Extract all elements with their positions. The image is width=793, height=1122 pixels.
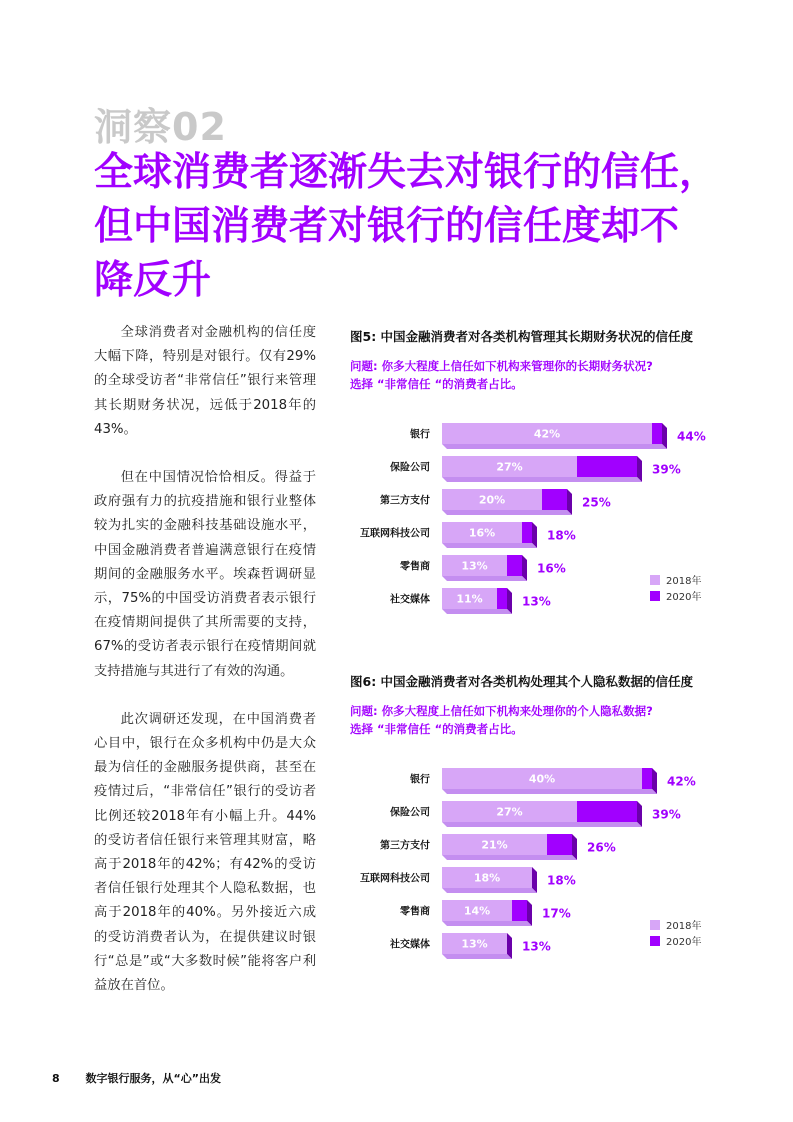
category-label: 保险公司 — [390, 462, 430, 474]
category-label: 银行 — [410, 429, 430, 441]
question-line: 选择 “非常信任 “的消费者占比。 — [350, 377, 523, 391]
bar-depth-bottom — [442, 855, 577, 860]
value-label-2020: 17% — [542, 906, 571, 921]
value-label-2018: 16% — [468, 526, 496, 540]
headline-line: 但中国消费者对银行的信任度却不 — [94, 204, 680, 249]
figure-5 — [350, 327, 750, 609]
figure-6 — [350, 672, 750, 954]
category-label: 第三方支付 — [380, 495, 430, 507]
figure-question — [350, 702, 750, 738]
bar-depth-bottom — [442, 822, 642, 827]
figure-6-chart — [350, 762, 750, 962]
bar-depth-bottom — [442, 444, 667, 449]
category-label: 社交媒体 — [390, 939, 430, 951]
value-label-2020: 39% — [652, 462, 681, 477]
bar-depth-bottom — [442, 609, 512, 614]
question-line: 问题: 你多大程度上信任如下机构来管理你的长期财务状况? — [350, 359, 653, 373]
value-label-2020: 18% — [547, 528, 576, 543]
legend-label: 2020年 — [666, 592, 702, 603]
value-label-2018: 18% — [473, 871, 501, 885]
bar-depth-bottom — [442, 921, 532, 926]
value-label-2018: 13% — [461, 937, 488, 951]
body-text-column — [94, 321, 316, 1022]
section-kicker: 洞察02 — [94, 105, 227, 149]
value-label-2020: 26% — [587, 840, 616, 855]
figure-5-chart — [350, 417, 750, 617]
category-label: 保险公司 — [390, 807, 430, 819]
value-label-2020: 16% — [537, 561, 566, 576]
bar-depth-bottom — [442, 543, 537, 548]
category-label: 第三方支付 — [380, 840, 430, 852]
value-label-2018: 27% — [496, 460, 523, 474]
value-label-2018: 42% — [533, 427, 561, 441]
body-paragraph: 此次调研还发现，在中国消费者心目中，银行在众多机构中仍是大众最为信任的金融服务提供商，甚至在疫情过后，“非常信任”银行的受访者比例还较2018年有小幅上升。44%的受访者信任银行来管理其财富，略高于2018年的42%；有42%的受访者信任银行处理其个人隐私数据，也高于2018年的40%。另外接近六成的受访消费者认为，在提供建议时银行“总是”或“大多数时候”能将客户利益放在首位。 — [94, 711, 316, 994]
legend-swatch — [650, 920, 660, 930]
body-paragraph: 但在中国情况恰恰相反。得益于政府强有力的抗疫措施和银行业整体较为扎实的金融科技基础设施水平，中国金融消费者普遍满意银行在疫情期间的金融服务水平。埃森哲调研显示，75%的中国受访消费者表示银行在疫情期间提供了其所需要的支持，67%的受访者表示银行在疫情期间就支持措施与其进行了有效的沟通。 — [94, 470, 316, 679]
value-label-2018: 11% — [456, 592, 483, 606]
figure-question — [350, 357, 750, 393]
value-label-2018: 40% — [528, 772, 556, 786]
figure-title: 图5: 中国金融消费者对各类机构管理其长期财务状况的信任度 — [350, 329, 694, 344]
body-paragraph: 全球消费者对金融机构的信任度大幅下降，特别是对银行。仅有29%的全球受访者“非常信任”银行来管理其长期财务状况，远低于2018年的43%。 — [94, 325, 316, 437]
category-label: 零售商 — [400, 906, 430, 918]
category-label: 互联网科技公司 — [360, 528, 430, 540]
legend-label: 2020年 — [666, 937, 702, 948]
bar-depth-bottom — [442, 789, 657, 794]
value-label-2020: 25% — [582, 495, 611, 510]
question-line: 问题: 你多大程度上信任如下机构来处理你的个人隐私数据? — [350, 704, 653, 718]
category-label: 互联网科技公司 — [360, 873, 430, 885]
footer-title: 数字银行服务，从“心”出发 — [85, 1072, 221, 1085]
legend-label: 2018年 — [666, 576, 702, 587]
bar-depth-bottom — [442, 576, 527, 581]
bar-depth-bottom — [442, 477, 642, 482]
value-label-2020: 42% — [667, 774, 696, 789]
bar-depth-bottom — [442, 510, 572, 515]
value-label-2018: 13% — [461, 559, 488, 573]
legend-label: 2018年 — [666, 921, 702, 932]
value-label-2018: 20% — [478, 493, 506, 507]
legend-swatch — [650, 575, 660, 585]
value-label-2018: 21% — [481, 838, 508, 852]
headline-line: 全球消费者逐渐失去对银行的信任， — [94, 150, 719, 195]
legend-swatch — [650, 591, 660, 601]
category-label: 零售商 — [400, 561, 430, 573]
legend-swatch — [650, 936, 660, 946]
category-label: 社交媒体 — [390, 594, 430, 606]
headline-line: 降反升 — [94, 258, 212, 303]
value-label-2020: 13% — [522, 939, 551, 954]
value-label-2020: 39% — [652, 807, 681, 822]
value-label-2020: 13% — [522, 594, 551, 609]
value-label-2020: 44% — [677, 429, 706, 444]
page-headline — [94, 146, 734, 308]
bar-depth-bottom — [442, 954, 512, 959]
bar-depth-bottom — [442, 888, 537, 893]
question-line: 选择 “非常信任 “的消费者占比。 — [350, 722, 523, 736]
value-label-2018: 14% — [463, 904, 491, 918]
category-label: 银行 — [410, 774, 430, 786]
page-footer — [52, 1070, 221, 1086]
value-label-2018: 27% — [496, 805, 523, 819]
figure-title: 图6: 中国金融消费者对各类机构处理其个人隐私数据的信任度 — [350, 674, 694, 689]
page-number: 8 — [52, 1072, 60, 1085]
value-label-2020: 18% — [547, 873, 576, 888]
